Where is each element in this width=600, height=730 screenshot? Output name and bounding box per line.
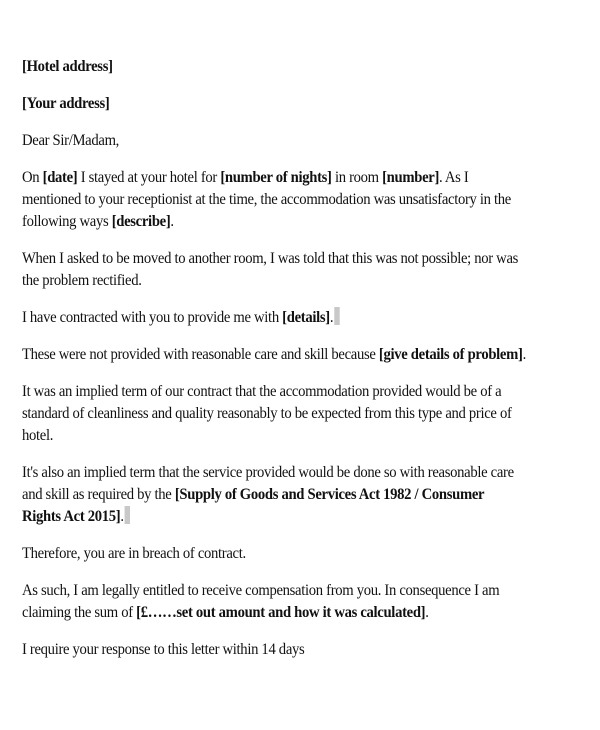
hotel-address-placeholder: [Hotel address] <box>22 56 113 75</box>
text-run: . <box>120 506 124 525</box>
text-run: As such, I am legally entitled to receive compensation from you. In consequence I am claiming the sum of <box>22 580 500 621</box>
text-run: . <box>170 211 174 230</box>
paragraph-compensation <box>22 579 526 623</box>
amount-placeholder: [£……set out amount and how it was calculated] <box>136 602 426 621</box>
paragraph-room-move: When I asked to be moved to another room, I was told that this was not possible; nor was the problem rectified. <box>22 248 519 289</box>
paragraph-care-skill <box>22 343 526 365</box>
text-run: . <box>522 344 526 363</box>
paragraph-response-request: I require your response to this letter within 14 days <box>22 639 305 658</box>
paragraph-implied-term-service <box>22 461 526 527</box>
act-placeholder: [Supply of Goods and Services Act 1982 / Consumer Rights Act 2015] <box>22 484 484 525</box>
date-placeholder: [date] <box>42 167 78 186</box>
paragraph-stay-details <box>22 166 526 232</box>
describe-placeholder: [describe] <box>111 211 171 230</box>
paragraph-implied-term-standard: It was an implied term of our contract that the accommodation provided would be of a standard of cleanliness and quality reasonably to be expected from this type and price of hotel. <box>22 381 512 444</box>
paragraph-contract <box>22 306 526 328</box>
text-run: On <box>22 167 43 186</box>
your-address-placeholder: [Your address] <box>22 93 110 112</box>
text-cursor <box>334 307 339 325</box>
details-placeholder: [details] <box>282 307 330 326</box>
text-run: I stayed at your hotel for <box>77 167 221 186</box>
text-run: . <box>329 307 334 326</box>
your-address-line <box>22 92 526 114</box>
text-run: . <box>425 602 429 621</box>
text-run: It's also an implied term that the service provided would be done so with reasonable care and skill as required by the <box>22 462 514 503</box>
letter-body <box>22 55 526 675</box>
text-cursor <box>125 506 130 524</box>
text-run: These were not provided with reasonable care and skill because <box>22 344 379 363</box>
room-number-placeholder: [number] <box>382 167 440 186</box>
paragraph-breach: Therefore, you are in breach of contract. <box>22 543 246 562</box>
hotel-address-line <box>22 55 526 77</box>
text-run: in room <box>331 167 383 186</box>
salutation: Dear Sir/Madam, <box>22 130 120 149</box>
text-run: . As I mentioned to your receptionist at the time, the accommodation was unsatisfactory in the following ways <box>22 167 511 230</box>
problem-placeholder: [give details of problem] <box>378 344 523 363</box>
text-run: I have contracted with you to provide me with <box>22 307 283 326</box>
nights-placeholder: [number of nights] <box>220 167 332 186</box>
